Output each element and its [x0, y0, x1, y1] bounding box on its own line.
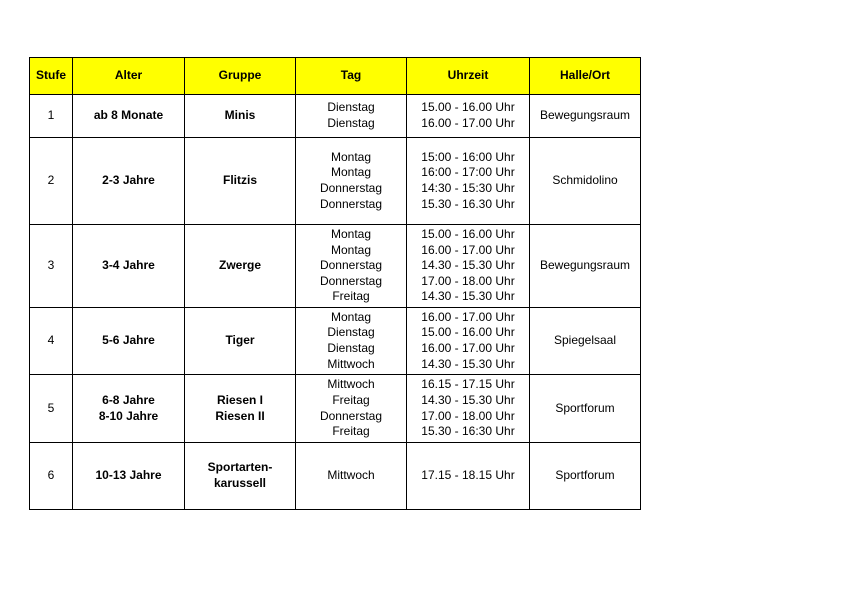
- cell-halle: Sportforum: [530, 375, 641, 443]
- cell-halle: Schmidolino: [530, 138, 641, 225]
- header-uhrzeit: Uhrzeit: [407, 58, 530, 95]
- table-row: [30, 443, 641, 510]
- header-row: [30, 58, 641, 95]
- alter-line: 2-3 Jahre: [102, 173, 155, 188]
- tag-line: Montag: [330, 149, 372, 164]
- header-stufe: Stufe: [30, 58, 73, 95]
- gruppe-line: Riesen I: [216, 392, 264, 407]
- uhrzeit-line: 16.00 - 17.00 Uhr: [421, 242, 515, 257]
- table-row: [30, 138, 641, 225]
- cell-stufe: 4: [30, 308, 73, 375]
- uhrzeit-line: 16.15 - 17.15 Uhr: [421, 377, 515, 392]
- cell-tag: [296, 375, 407, 443]
- tag-line: Dienstag: [327, 116, 375, 130]
- uhrzeit-line: 15:00 - 16:00 Uhr: [421, 149, 515, 164]
- tag-line: Mittwoch: [327, 356, 375, 371]
- uhrzeit-line: 15.00 - 16.00 Uhr: [421, 100, 515, 115]
- cell-gruppe: [185, 443, 296, 510]
- gruppe-line: karussell: [213, 476, 267, 490]
- uhrzeit-line: 16.00 - 17.00 Uhr: [421, 116, 515, 130]
- tag-line: Donnerstag: [319, 408, 383, 423]
- cell-halle: Bewegungsraum: [530, 225, 641, 308]
- uhrzeit-line: 16.00 - 17.00 Uhr: [421, 341, 515, 355]
- cell-alter: [73, 138, 185, 225]
- cell-alter: [73, 375, 185, 443]
- cell-halle: Bewegungsraum: [530, 95, 641, 138]
- tag-line: Freitag: [332, 289, 370, 304]
- uhrzeit-line: 15.00 - 16.00 Uhr: [421, 227, 515, 242]
- alter-line: 5-6 Jahre: [102, 333, 155, 348]
- cell-gruppe: [185, 375, 296, 443]
- tag-line: Donnerstag: [319, 273, 383, 288]
- alter-line: 10-13 Jahre: [95, 468, 162, 483]
- cell-uhrzeit: [407, 138, 530, 225]
- tag-line: Donnerstag: [319, 196, 383, 211]
- uhrzeit-line: 17.00 - 18.00 Uhr: [421, 408, 515, 423]
- cell-tag: [296, 443, 407, 510]
- uhrzeit-line: 16.00 - 17.00 Uhr: [421, 309, 515, 324]
- table-row: [30, 225, 641, 308]
- cell-gruppe: [185, 308, 296, 375]
- cell-stufe: 2: [30, 138, 73, 225]
- uhrzeit-line: 14.30 - 15.30 Uhr: [421, 258, 515, 273]
- tag-line: Montag: [330, 309, 372, 324]
- cell-stufe: 6: [30, 443, 73, 510]
- table-row: [30, 95, 641, 138]
- cell-gruppe: [185, 225, 296, 308]
- tag-line: Montag: [330, 242, 372, 257]
- gruppe-line: Riesen II: [215, 408, 265, 423]
- cell-uhrzeit: [407, 375, 530, 443]
- cell-stufe: 3: [30, 225, 73, 308]
- uhrzeit-line: 14.30 - 15.30 Uhr: [421, 392, 515, 407]
- cell-alter: [73, 225, 185, 308]
- cell-tag: [296, 308, 407, 375]
- tag-line: Mittwoch: [327, 377, 375, 392]
- gruppe-line: Tiger: [225, 333, 255, 348]
- cell-uhrzeit: [407, 443, 530, 510]
- tag-line: Donnerstag: [319, 258, 383, 273]
- course-schedule-table: [29, 57, 641, 510]
- alter-line: 8-10 Jahre: [98, 408, 159, 423]
- tag-line: Freitag: [332, 392, 370, 407]
- tag-line: Montag: [330, 227, 372, 242]
- table-row: [30, 375, 641, 443]
- cell-alter: [73, 443, 185, 510]
- table-row: [30, 308, 641, 375]
- header-gruppe: Gruppe: [185, 58, 296, 95]
- tag-line: Dienstag: [327, 341, 375, 355]
- uhrzeit-line: 15.30 - 16.30 Uhr: [421, 196, 515, 211]
- uhrzeit-line: 15.00 - 16.00 Uhr: [421, 325, 515, 340]
- cell-alter: [73, 308, 185, 375]
- header-halle: Halle/Ort: [530, 58, 641, 95]
- tag-line: Freitag: [332, 424, 370, 439]
- gruppe-line: Sportarten-: [207, 460, 273, 475]
- cell-alter: [73, 95, 185, 138]
- cell-gruppe: [185, 95, 296, 138]
- gruppe-line: Flitzis: [222, 173, 257, 188]
- uhrzeit-line: 14:30 - 15:30 Uhr: [421, 181, 515, 195]
- alter-line: ab 8 Monate: [93, 108, 164, 123]
- tag-line: Donnerstag: [319, 181, 383, 195]
- cell-halle: Spiegelsaal: [530, 308, 641, 375]
- gruppe-line: Minis: [224, 108, 256, 123]
- cell-uhrzeit: [407, 225, 530, 308]
- uhrzeit-line: 15.30 - 16:30 Uhr: [421, 424, 515, 439]
- cell-halle: Sportforum: [530, 443, 641, 510]
- uhrzeit-line: 14.30 - 15.30 Uhr: [421, 356, 515, 371]
- alter-line: 3-4 Jahre: [102, 258, 155, 273]
- cell-tag: [296, 225, 407, 308]
- alter-line: 6-8 Jahre: [102, 392, 155, 407]
- uhrzeit-line: 17.00 - 18.00 Uhr: [421, 273, 515, 288]
- uhrzeit-line: 16:00 - 17:00 Uhr: [421, 165, 515, 180]
- gruppe-line: Zwerge: [218, 258, 261, 273]
- tag-line: Dienstag: [327, 100, 375, 115]
- cell-uhrzeit: [407, 95, 530, 138]
- tag-line: Mittwoch: [327, 468, 375, 483]
- cell-tag: [296, 95, 407, 138]
- cell-stufe: 5: [30, 375, 73, 443]
- tag-line: Dienstag: [327, 325, 375, 340]
- cell-gruppe: [185, 138, 296, 225]
- uhrzeit-line: 14.30 - 15.30 Uhr: [421, 289, 515, 304]
- header-tag: Tag: [296, 58, 407, 95]
- uhrzeit-line: 17.15 - 18.15 Uhr: [421, 468, 515, 483]
- cell-tag: [296, 138, 407, 225]
- header-alter: Alter: [73, 58, 185, 95]
- cell-uhrzeit: [407, 308, 530, 375]
- tag-line: Montag: [330, 165, 372, 180]
- cell-stufe: 1: [30, 95, 73, 138]
